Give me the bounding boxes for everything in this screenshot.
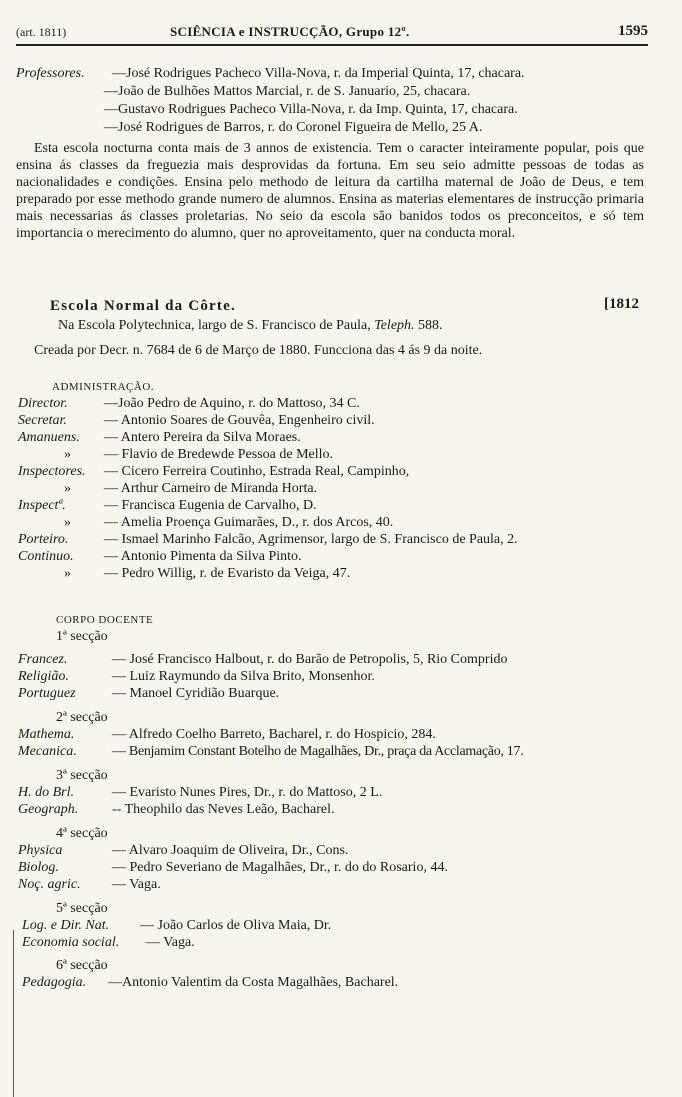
role-entry: —João Pedro de Aquino, r. do Mattoso, 34 C. xyxy=(104,396,360,411)
role-label: Secretar. xyxy=(18,413,67,428)
address-line xyxy=(58,318,443,334)
role-entry: — Ismael Marinho Falcão, Agrimensor, largo de S. Francisco de Paula, 2. xyxy=(104,532,518,547)
subject-label: Geograph. xyxy=(18,802,79,817)
teleph-number: 588. xyxy=(414,318,443,333)
decree-line: Creada por Decr. n. 7684 de 6 de Março de 1880. Funcciona das 4 ás 9 da noite. xyxy=(34,343,483,358)
role-entry: — Antonio Pimenta da Silva Pinto. xyxy=(104,549,302,564)
seccao-title: 4ª secção xyxy=(56,826,108,841)
seccao-title: 5ª secção xyxy=(56,901,108,916)
ditto-mark: » xyxy=(64,481,71,496)
professor-entry: —José Rodrigues de Barros, r. do Coronel Figueira de Mello, 25 A. xyxy=(104,120,483,135)
role-label: Inspectª. xyxy=(18,498,66,513)
subject-label: Noç. agric. xyxy=(18,877,81,892)
teacher-entry: — Evaristo Nunes Pires, Dr., r. do Mattoso, 2 L. xyxy=(112,785,383,800)
professor-entry: —João de Bulhões Mattos Marcial, r. de S. Januario, 25, chacara. xyxy=(104,84,471,99)
subject-label: Pedagogia. xyxy=(22,975,87,990)
section-title: Escola Normal da Côrte. xyxy=(50,298,236,314)
role-label: Porteiro. xyxy=(18,532,69,547)
subject-label: Portuguez xyxy=(18,686,76,701)
role-entry: — Pedro Willig, r. de Evaristo da Veiga, 47. xyxy=(104,566,351,581)
role-label: Continuo. xyxy=(18,549,74,564)
subject-label: Francez. xyxy=(18,652,68,667)
article-ref: (art. 1811) xyxy=(16,25,67,39)
subject-label: Physica xyxy=(18,843,63,858)
role-entry: — Arthur Carneiro de Miranda Horta. xyxy=(104,481,318,496)
teacher-entry: — Vaga. xyxy=(112,877,161,892)
teacher-entry: —Antonio Valentim da Costa Magalhães, Bacharel. xyxy=(108,975,399,990)
subject-label: H. do Brl. xyxy=(18,785,74,800)
role-entry: — Antonio Soares de Gouvêa, Engenheiro civil. xyxy=(104,413,375,428)
role-entry: — Flavio de Bredewde Pessoa de Mello. xyxy=(104,447,334,462)
professores-label: Professores. xyxy=(16,66,85,81)
subject-label: Log. e Dir. Nat. xyxy=(22,918,110,933)
page-header xyxy=(16,18,648,46)
seccao-title: 6ª secção xyxy=(56,958,108,973)
role-entry: — Amelia Proença Guimarães, D., r. dos Arcos, 40. xyxy=(104,515,394,530)
subject-label: Biolog. xyxy=(18,860,59,875)
role-label: Director. xyxy=(18,396,68,411)
teacher-entry: -- Theophilo das Neves Leão, Bacharel. xyxy=(112,802,335,817)
ditto-mark: » xyxy=(64,566,71,581)
address-text: Na Escola Polytechnica, largo de S. Francisco de Paula, xyxy=(58,318,375,333)
teacher-entry: — João Carlos de Oliva Maia, Dr. xyxy=(140,918,332,933)
role-label: Inspectores. xyxy=(18,464,86,479)
description-paragraph: Esta escola nocturna conta mais de 3 annos de existencia. Tem o caracter inteiramente popular, pois que ensina ás classes da freguezia mais desprovidas da fortuna. Em seu seio admitte pessoas de todas as nacionalidades e condições. Ensina pelo methodo de leitura da cartilha maternal de João de Deus, e tem preparado por esse methodo grande numero de alumnos. Ensina as materias elementares de instrucção primaria mais necessarias ás classes proletarias. No seio da escola são banidos todos os preconceitos, e só tem importancia o merecimento do alumno, quer no aproveitamento, quer na conducta moral. xyxy=(16,141,644,241)
teleph-label: Teleph. xyxy=(374,318,415,333)
seccao-title: 1ª secção xyxy=(56,629,108,644)
teacher-entry: — Luiz Raymundo da Silva Brito, Monsenhor. xyxy=(112,669,375,684)
role-entry: — Cicero Ferreira Coutinho, Estrada Real, Campinho, xyxy=(104,464,410,479)
professor-entry: —Gustavo Rodrigues Pacheco Villa-Nova, r. da Imp. Quinta, 17, chacara. xyxy=(104,102,518,117)
teacher-entry: — Manoel Cyridião Buarque. xyxy=(112,686,280,701)
role-entry: — Francisca Eugenia de Carvalho, D. xyxy=(104,498,317,513)
subject-label: Mathema. xyxy=(18,727,75,742)
seccao-title: 3ª secção xyxy=(56,768,108,783)
administracao-heading: ADMINISTRAÇÃO. xyxy=(52,381,155,393)
teacher-entry: — Alvaro Joaquim de Oliveira, Dr., Cons. xyxy=(112,843,349,858)
role-label: Amanuens. xyxy=(18,430,80,445)
running-title: SCIÊNCIA e INSTRUCÇÃO, Grupo 12º. xyxy=(170,24,410,39)
ditto-mark: » xyxy=(64,447,71,462)
seccao-title: 2ª secção xyxy=(56,710,108,725)
subject-label: Mecanica. xyxy=(18,744,77,759)
corpo-docente-heading: CORPO DOCENTE xyxy=(56,614,154,626)
teacher-entry: — José Francisco Halbout, r. do Barão de Petropolis, 5, Rio Comprido xyxy=(112,652,508,667)
subject-label: Religião. xyxy=(18,669,69,684)
teacher-entry: — Pedro Severiano de Magalhães, Dr., r. do do Rosario, 44. xyxy=(112,860,448,875)
teacher-entry: — Vaga. xyxy=(146,935,195,950)
article-number: [1812 xyxy=(604,296,639,312)
teacher-entry: — Alfredo Coelho Barreto, Bacharel, r. do Hospicio, 284. xyxy=(112,727,436,742)
subject-label: Economia social. xyxy=(22,935,120,950)
ditto-mark: » xyxy=(64,515,71,530)
role-entry: — Antero Pereira da Silva Moraes. xyxy=(104,430,301,445)
page-number: 1595 xyxy=(618,23,648,39)
teacher-entry: — Benjamim Constant Botelho de Magalhães, Dr., praça da Acclamação, 17. xyxy=(112,744,524,759)
professor-entry: —José Rodrigues Pacheco Villa-Nova, r. da Imperial Quinta, 17, chacara. xyxy=(112,66,525,81)
page-edge-line xyxy=(13,930,14,1097)
